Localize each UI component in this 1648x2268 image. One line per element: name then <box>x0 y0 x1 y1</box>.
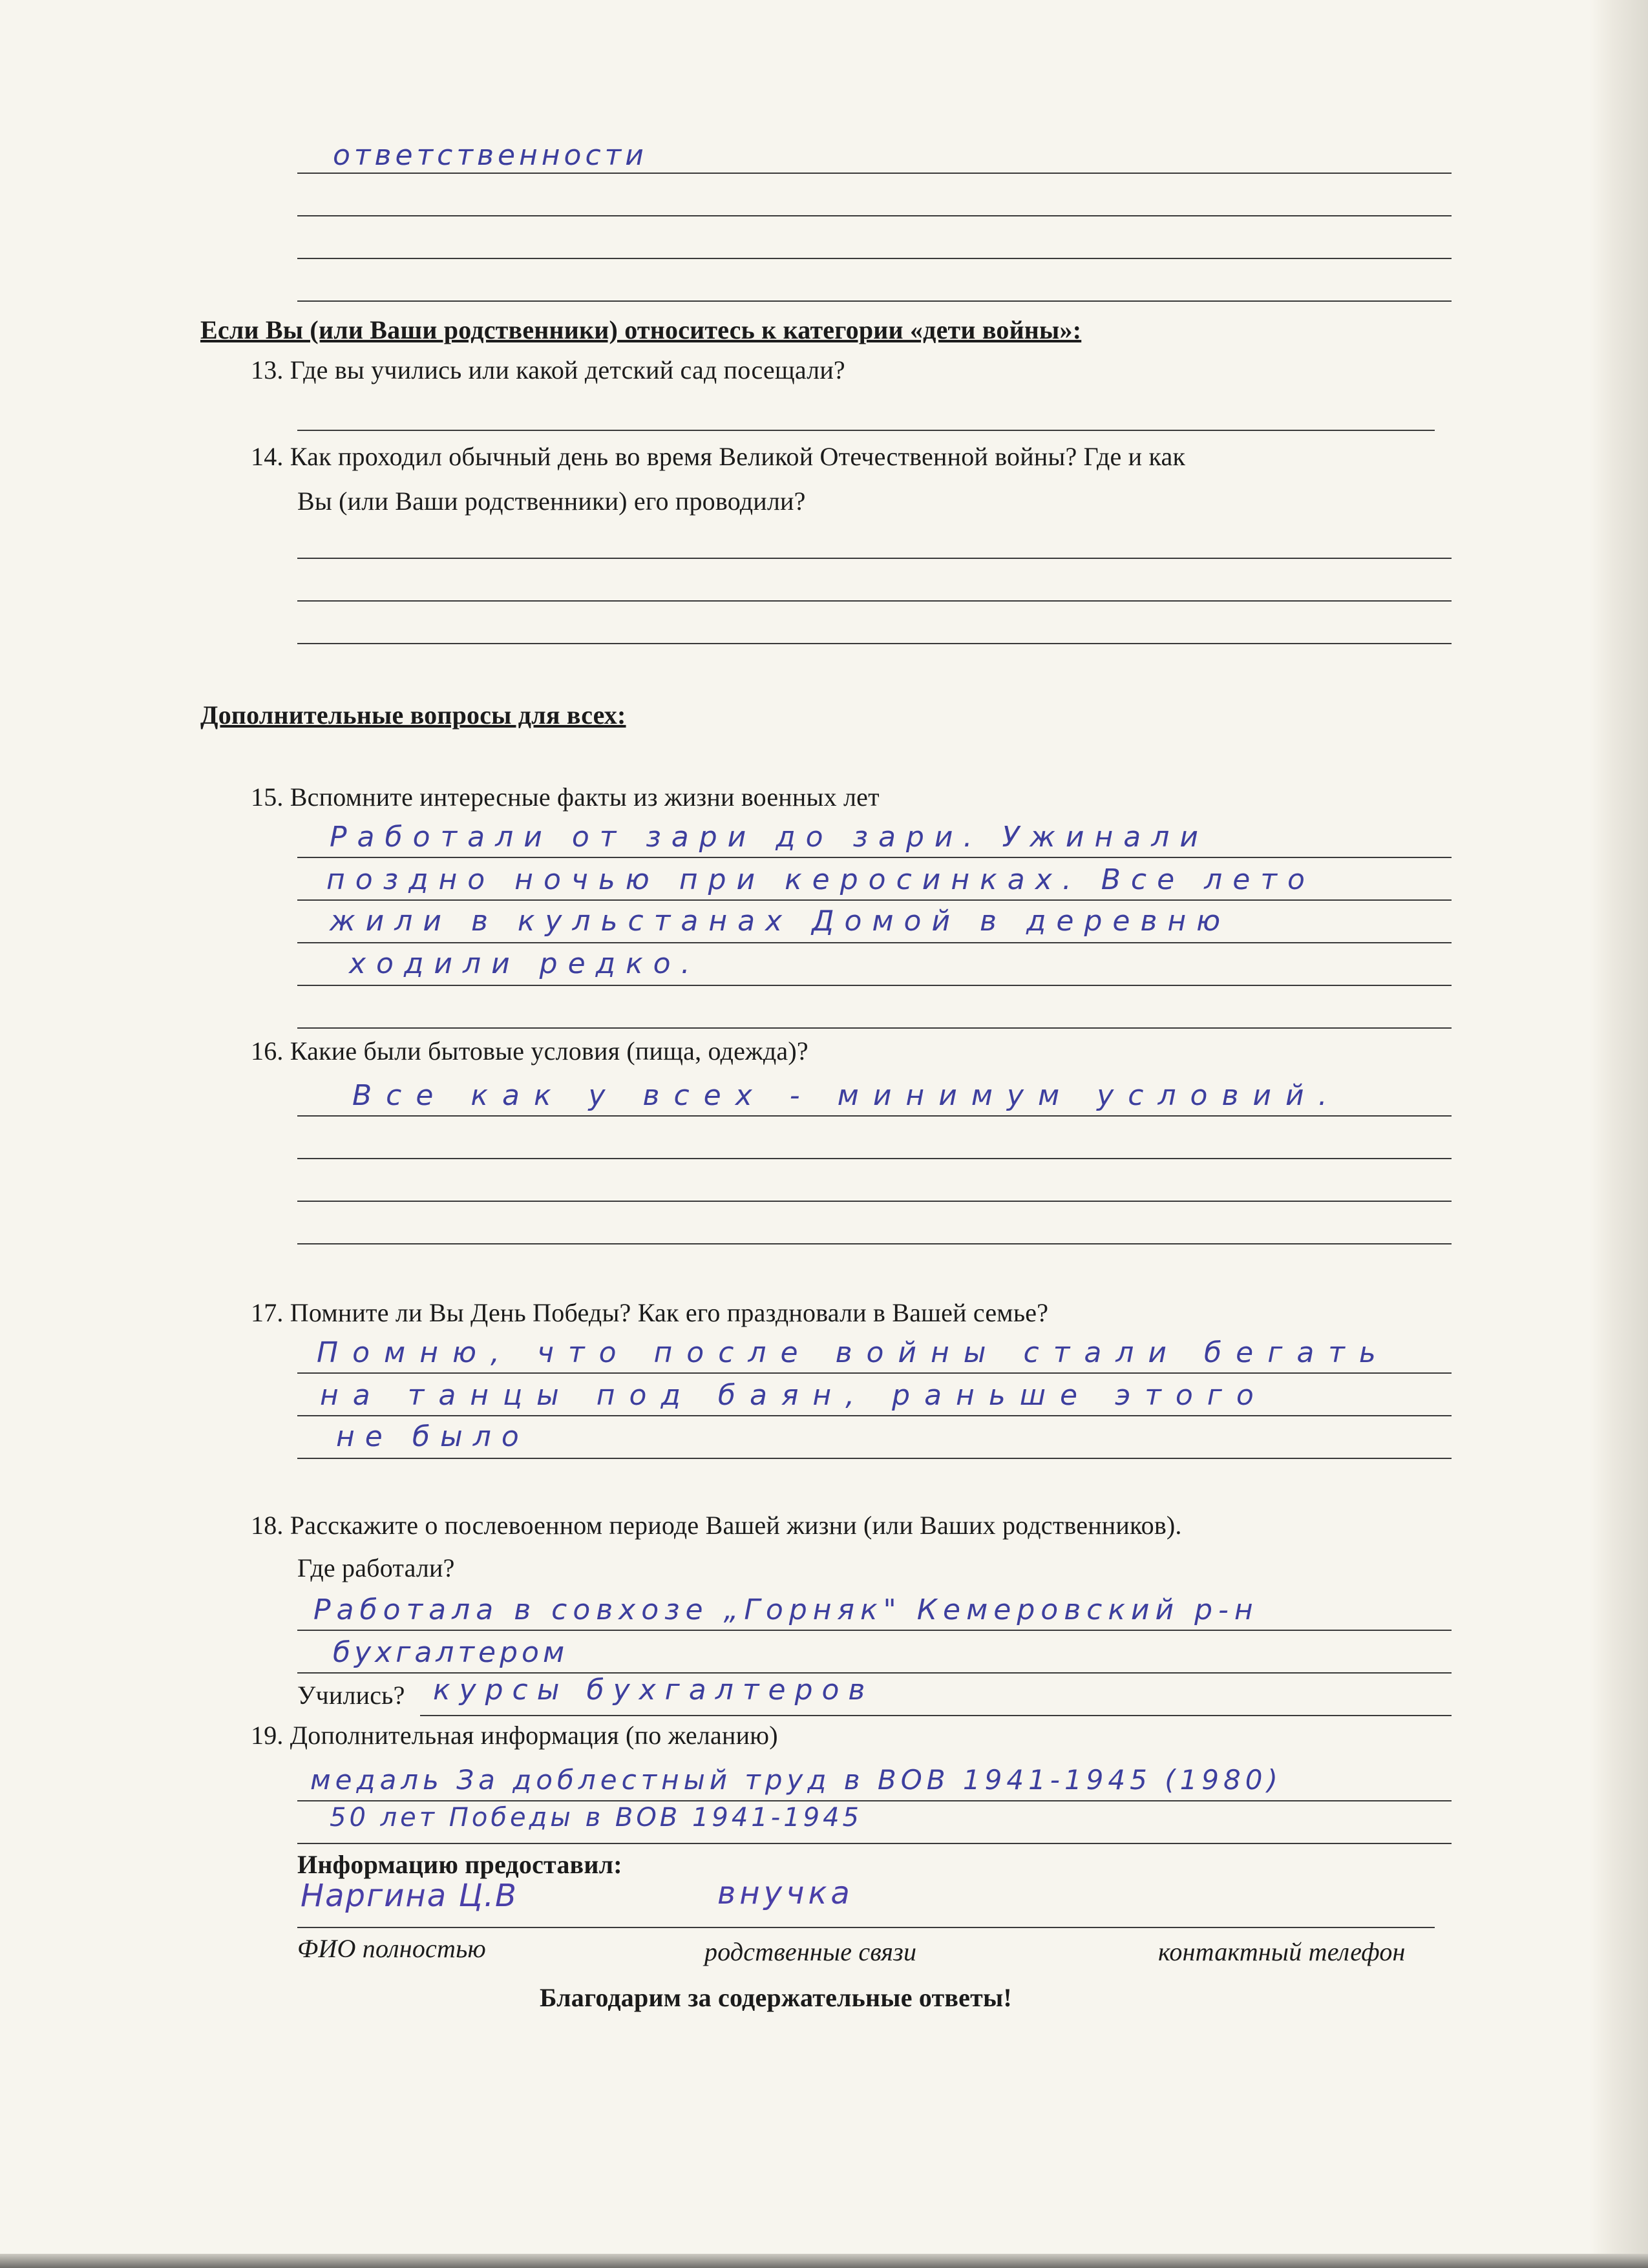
question-13: 13. Где вы учились или какой детский сад посещали? <box>251 355 845 384</box>
answer-line <box>297 215 1452 216</box>
answer-line <box>297 1201 1452 1202</box>
signature-line <box>297 1927 1435 1928</box>
question-19: 19. Дополнительная информация (по желанию) <box>251 1721 778 1750</box>
page-edge-shadow <box>1590 0 1648 2268</box>
answer-line <box>297 258 1452 259</box>
answer-line <box>297 1158 1452 1159</box>
answer-line <box>297 1843 1452 1844</box>
informant-relation: внучка <box>717 1875 854 1911</box>
answer-line <box>297 1115 1452 1117</box>
question-16: 16. Какие были бытовые условия (пища, одежда)? <box>251 1036 808 1066</box>
answer-line <box>297 1027 1452 1029</box>
question-18-line1: 18. Расскажите о послевоенном периоде Вашей жизни (или Ваших родственников). <box>251 1511 1182 1540</box>
answer-line <box>297 600 1452 602</box>
answer-17-line2: на танцы под баян, раньше этого <box>320 1379 1268 1412</box>
answer-15-line1: Работали от зари до зари. Ужинали <box>330 821 1209 854</box>
answer-line <box>297 1243 1452 1244</box>
answer-19-line2: 50 лет Победы в ВОВ 1941-1945 <box>330 1803 862 1832</box>
question-17: 17. Помните ли Вы День Победы? Как его праздновали в Вашей семье? <box>251 1298 1049 1327</box>
question-14-line2: Вы (или Ваши родственники) его проводили? <box>297 487 806 516</box>
top-answer-handwriting: ответственности <box>333 139 648 172</box>
section-children-header: Если Вы (или Ваши родственники) относитесь к категории «дети войны»: <box>200 315 1082 344</box>
relation-label: родственные связи <box>704 1937 917 1966</box>
answer-line <box>297 1415 1452 1416</box>
answer-15-line4: ходили редко. <box>349 947 701 980</box>
answer-line <box>297 643 1452 644</box>
answer-16: Все как у всех - минимум условий. <box>352 1079 1342 1112</box>
answer-15-line3: жили в кульстанах Домой в деревню <box>330 905 1231 938</box>
answer-17-line3: не было <box>336 1420 529 1453</box>
phone-label: контактный телефон <box>1158 1937 1406 1966</box>
answer-line <box>297 942 1452 943</box>
answer-line <box>297 985 1452 986</box>
studied-answer: курсы бухгалтеров <box>433 1674 874 1706</box>
question-15: 15. Вспомните интересные факты из жизни военных лет <box>251 782 880 812</box>
answer-line <box>297 899 1452 901</box>
scan-bottom-edge <box>0 2254 1648 2268</box>
answer-line <box>297 857 1452 858</box>
informant-name: Наргина Ц.В <box>301 1878 518 1914</box>
answer-17-line1: Помню, что после войны стали бегать <box>317 1336 1390 1369</box>
answer-line <box>297 300 1452 302</box>
answer-line <box>297 1372 1452 1374</box>
thanks-message: Благодарим за содержательные ответы! <box>540 1983 1012 2012</box>
info-heading: Информацию предоставил: <box>297 1850 622 1879</box>
answer-line <box>297 1630 1452 1631</box>
answer-line <box>297 558 1452 559</box>
question-18-line2: Где работали? <box>297 1553 455 1582</box>
answer-line <box>420 1715 1452 1716</box>
question-14-line1: 14. Как проходил обычный день во время Великой Отечественной войны? Где и как <box>251 442 1186 471</box>
answer-18-line1: Работала в совхозе „Горняк" Кемеровский р-н <box>313 1593 1259 1626</box>
studied-label: Учились? <box>297 1681 405 1710</box>
section-all-header: Дополнительные вопросы для всех: <box>200 700 626 730</box>
answer-18-line2: бухгалтером <box>333 1636 569 1669</box>
answer-line <box>297 1458 1452 1459</box>
answer-line <box>297 173 1452 174</box>
name-label: ФИО полностью <box>297 1934 486 1963</box>
answer-line <box>297 1800 1452 1801</box>
answer-19-line1: медаль За доблестный труд в ВОВ 1941-1945 (1980) <box>310 1764 1282 1796</box>
answer-15-line2: поздно ночью при керосинках. Все лето <box>326 863 1315 896</box>
answer-line <box>297 430 1435 431</box>
